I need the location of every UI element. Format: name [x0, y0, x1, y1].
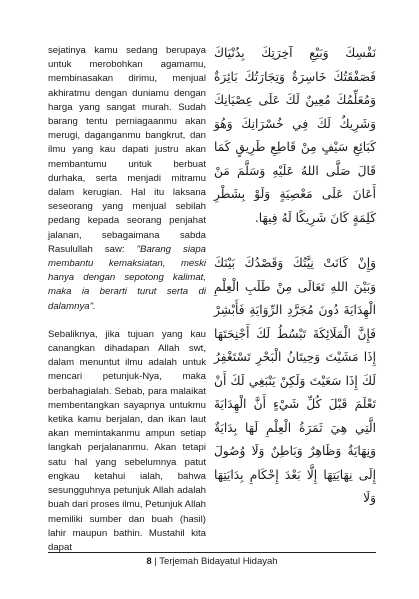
arabic-paragraph-2: وَإِنْ كَانَتْ نِيَّتُكَ وَقَصْدُكَ بَيْنَكَ وَبَيْنَ اللهِ تَعَالَى مِنْ طَلَبِ الْعِلْمِ الْهِدَايَةَ دُونَ مُجَرَّدِ الرِّوَايَةِ فَأَبْشِرْ فَإِنَّ الْمَلَائِكَةَ تَبْسُطُ لَكَ أَجْنِحَتَهَا إِذَا مَشَيْتَ وَحِيتَانُ الْبَحْرِ تَسْتَغْفِرُ لَكَ إِذَا سَعَيْتَ وَلَكِنْ يَنْبَغِي لَكَ أَنْ تَعْلَمَ قَبْلَ كُلِّ شَيْءٍ أَنَّ الْهِدَايَةَ الَّتِي هِيَ ثَمَرَةُ الْعِلْمِ لَهَا بِدَايَةٌ وَنِهَايَةٌ وَظَاهِرٌ وَبَاطِنٌ وَلَا وُصُولَ إِلَى نِهَايَتِهَا إِلَّا بَعْدَ إِحْكَامِ بِدَايَتِهَا وَلَا — [214, 256, 376, 505]
arabic-column — [214, 42, 376, 511]
paragraph-text: sejatinya kamu sedang berupaya untuk merobohkan agamamu, membinasakan dirimu, menjual akhiratmu dengan duniamu dengan harga yang sangat murah. Sudah barang tentu perniagaanmu akan merugi, daganganmu bangkrut, dan ilmu yang kau dapati justru akan membantumu untuk berbuat durhaka, serta menjadi mitramu dalam kerugian. Hal itu laksana seseorang yang menjual sebilah pedang kepada seorang penjahat jalanan, sebagaimana sabda Rasulullah saw: — [48, 45, 206, 255]
book-title: Terjemah Bidayatul Hidayah — [159, 556, 278, 567]
translation-column — [48, 44, 206, 555]
page-footer — [48, 556, 376, 567]
footer-divider — [48, 552, 376, 553]
hadith-quote: "Barang siapa membantu kemaksiatan, meski hanya dengan sepotong kalimat, maka ia berarti turut serta di dalamnya". — [48, 243, 206, 312]
translation-paragraph-2: Sebaliknya, jika tujuan yang kau canangkan dihadapan Allah swt, dalam menuntut ilmu adalah untuk mencari petunjuk-Nya, maka berbahagialah. Sebab, para malaikat membentangkan sayapnya untukmu ketika kamu berjalan, dan ikan laut akan memintakanmu ampun setiap langkah perjalananmu. Akan tetapi satu hal yang sebelumnya patut engkau ketahui ialah, bahwa sesungguhnya petunjuk Allah adalah buah dari proses ilmu, Petunjuk Allah memiliki sumber dan buah (hasil) lahir maupun bathin. Mustahil kita dapat — [48, 328, 206, 553]
arabic-paragraph-1: نَفْسِكَ وَبَيْعِ آخِرَتِكَ بِدُنْيَاكَ فَصَفْقَتُكَ خَاسِرَةٌ وَتِجَارَتُكَ بَائِرَةٌ وَمُعَلِّمُكَ مُعِينٌ لَكَ عَلَى عِصْيَانِكَ وَشَرِيكٌ لَكَ فِي خُسْرَانِكَ وَهُوَ كَبَائِعِ سَيْفٍ مِنْ قَاطِعِ طَرِيقٍ كَمَا قَالَ صَلَّى اللهُ عَلَيْهِ وَسَلَّمَ مَنْ أَعَانَ عَلَى مَعْصِيَةٍ وَلَوْ بِشَطْرِ كَلِمَةٍ كَانَ شَرِيكًا لَهُ فِيهَا. — [214, 46, 376, 225]
page-number: 8 — [146, 556, 152, 567]
translation-paragraph-1 — [48, 44, 206, 314]
footer-separator: | — [154, 556, 157, 567]
